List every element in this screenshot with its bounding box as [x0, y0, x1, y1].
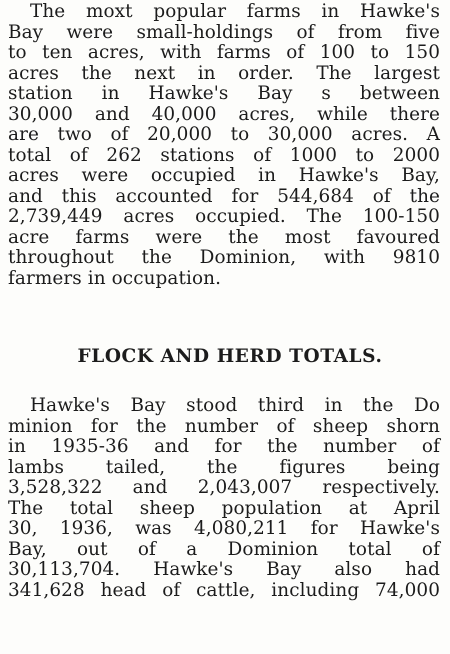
paragraph-farms — [8, 2, 440, 289]
text-line: acres were occupied in Hawke's Bay, — [8, 165, 440, 186]
text-line: 30,000 and 40,000 acres, while there — [8, 103, 440, 125]
text-line: The moxt popular farms in Hawke's — [30, 1, 440, 22]
text-line: farmers in occupation. — [8, 267, 222, 289]
text-line: throughout the Dominion, with 9810 — [8, 247, 440, 268]
text-line: Bay were small-holdings of from five — [8, 21, 440, 43]
text-line: station in Hawke's Bay s between — [8, 83, 440, 104]
text-line: to ten acres, with farms of 100 to 150 — [8, 42, 440, 63]
text-line: are two of 20,000 to 30,000 acres. A — [8, 124, 440, 145]
text-line: The total sheep population at April — [8, 497, 440, 519]
text-line: 2,739,449 acres occupied. The 100-150 — [8, 206, 440, 227]
text-line: 30, 1936, was 4,080,211 for Hawke's — [8, 518, 440, 539]
paragraph-flock-totals — [8, 396, 440, 601]
text-line: 341,628 head of cattle, including 74,000 — [8, 579, 440, 601]
text-line: lambs tailed, the figures being — [8, 456, 440, 478]
text-line: Bay, out of a Dominion total of — [8, 538, 440, 560]
text-line: in 1935-36 and for the number of — [8, 436, 440, 457]
text-line: 3,528,322 and 2,043,007 respectively. — [8, 477, 440, 498]
text-line: and this accounted for 544,684 of the — [8, 185, 440, 207]
text-line: Hawke's Bay stood third in the Do — [30, 395, 440, 416]
section-heading: FLOCK AND HERD TOTALS. — [77, 346, 383, 367]
text-line: acre farms were the most favoured — [8, 226, 440, 248]
text-line: minion for the number of sheep shorn — [8, 415, 440, 437]
text-line: total of 262 stations of 1000 to 2000 — [8, 144, 440, 166]
text-line: 30,113,704. Hawke's Bay also had — [8, 559, 440, 580]
text-line: acres the next in order. The largest — [8, 62, 440, 84]
